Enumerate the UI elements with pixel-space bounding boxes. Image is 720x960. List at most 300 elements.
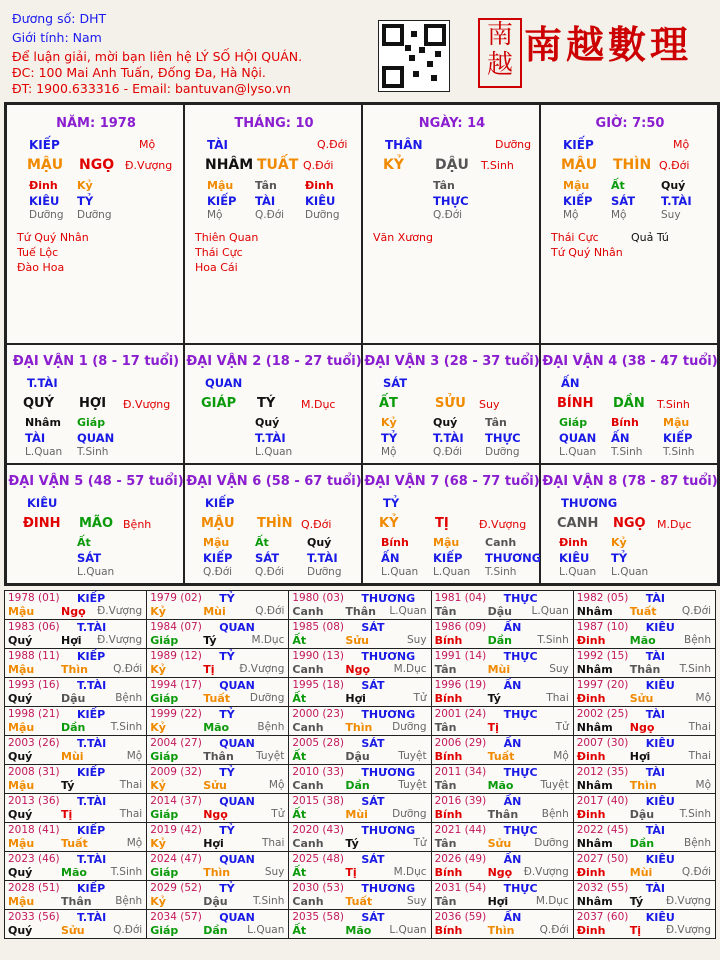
annual-luck-row (5, 591, 716, 620)
annual-luck-cell (5, 765, 147, 794)
decade-luck-hidden-stem: Kỷ (611, 536, 627, 549)
year-stem-god: SÁT (361, 911, 385, 924)
year-stage: M.Dục (251, 634, 285, 646)
year-stage: Bệnh (115, 895, 143, 907)
decade-luck-hidden-stem: L.Quan (559, 446, 597, 458)
decade-luck-title: ĐẠI VẬN 8 (78 - 87 tuổi) (542, 474, 718, 489)
year-label: 2006 (29) (434, 737, 487, 749)
year-stem-god: QUAN (219, 795, 255, 808)
year-stem: Quý (8, 634, 33, 647)
year-stage: Mộ (126, 750, 143, 762)
year-stage: Tuyệt (256, 750, 285, 762)
annual-luck-cell (5, 591, 147, 620)
decade-luck-hidden-stem: KIẾP (663, 431, 693, 445)
decade-luck-branch: TỊ (435, 516, 449, 531)
year-stem: Mậu (8, 721, 35, 734)
year-label: 2013 (36) (8, 795, 60, 807)
contact-address: ĐC: 100 Mai Anh Tuấn, Đống Đa, Hà Nội. (12, 65, 266, 80)
decade-luck-hidden-stem: SÁT (77, 551, 102, 565)
year-branch: Mùi (61, 750, 84, 763)
pillar-star: Tuế Lộc (17, 246, 59, 259)
year-branch: Hợi (203, 837, 224, 850)
year-label: 2017 (40) (576, 795, 629, 807)
year-stage: Bệnh (541, 808, 569, 820)
year-stem: Tân (434, 837, 457, 850)
year-stem-god: SÁT (361, 795, 385, 808)
year-label: 2007 (30) (576, 737, 629, 749)
year-stem: Đinh (576, 634, 606, 647)
pillar-hidden-stem: Suy (661, 209, 681, 221)
year-branch: Mùi (345, 808, 368, 821)
year-stage: Q.Đới (113, 663, 143, 675)
annual-luck-cell (5, 794, 147, 823)
annual-luck-cell (289, 707, 431, 736)
year-label: 2016 (39) (434, 795, 487, 807)
year-label: 1996 (19) (434, 679, 487, 691)
annual-luck-cell (147, 910, 289, 939)
pillar-stem-god: KIẾP (29, 138, 60, 152)
decade-luck-title: ĐẠI VẬN 1 (8 - 17 tuổi) (12, 354, 180, 369)
decade-luck-stem: QUÝ (23, 396, 55, 411)
year-stage: Tuyệt (398, 750, 427, 762)
annual-luck-cell (431, 794, 573, 823)
pillar-stage: Mộ (673, 138, 690, 151)
year-stem: Canh (292, 895, 324, 908)
decade-luck-hidden-stem: L.Quan (381, 566, 419, 578)
decade-luck-branch: HỢI (79, 396, 107, 411)
decade-luck-hidden-stem: T.Sinh (611, 446, 643, 458)
year-branch: Hợi (629, 750, 651, 763)
year-stage: Mộ (268, 779, 285, 791)
pillar-hidden-stem: Đinh (29, 179, 58, 192)
year-stem-god: ẤN (503, 621, 522, 634)
year-label: 2023 (46) (8, 853, 60, 865)
annual-luck-row (5, 678, 716, 707)
decade-luck-hidden-stem: Giáp (77, 416, 106, 429)
annual-luck-cell (573, 910, 715, 939)
year-branch: Hợi (61, 634, 82, 647)
year-branch: Tị (629, 924, 642, 937)
year-branch: Sửu (487, 837, 512, 850)
year-branch: Tị (203, 663, 215, 676)
pillar-hidden-stem: KIÊU (29, 194, 60, 208)
year-stage: Suy (407, 895, 427, 907)
year-label: 2019 (42) (150, 824, 202, 836)
pillar-cell (6, 104, 184, 344)
year-branch: Thìn (61, 663, 88, 676)
year-stage: M.Dục (393, 866, 427, 878)
year-branch: Thân (629, 663, 661, 676)
year-stem: Quý (8, 692, 33, 705)
year-branch: Dậu (345, 750, 370, 763)
year-branch: Sửu (61, 924, 85, 937)
year-stage: Dưỡng (249, 692, 285, 704)
year-branch: Mùi (629, 866, 653, 879)
year-stage: Q.Đới (681, 866, 711, 878)
pillar-stem-god: KIẾP (563, 138, 594, 152)
decade-luck-stage: Bệnh (123, 518, 152, 531)
year-stem-god: TỶ (219, 592, 235, 605)
pillar-hidden-stem: Tân (433, 179, 455, 192)
year-label: 1984 (07) (150, 621, 202, 633)
year-branch: Ngọ (203, 808, 228, 821)
year-branch: Dậu (629, 808, 655, 821)
year-stage: T.Sinh (537, 634, 569, 646)
year-stem: Kỷ (150, 721, 166, 734)
year-stem: Ất (292, 924, 307, 937)
pillar-cell (362, 104, 540, 344)
year-stem: Nhâm (576, 895, 613, 908)
pillar-hidden-stem: Mộ (563, 209, 579, 221)
year-label: 2036 (59) (434, 911, 487, 923)
annual-luck-cell (289, 678, 431, 707)
pillar-cell (184, 104, 362, 344)
pillar-heavenly-stem: MẬU (27, 157, 64, 173)
year-stem: Tân (434, 605, 457, 618)
year-stem-god: KIÊU (645, 911, 675, 924)
year-stem: Mậu (8, 895, 35, 908)
year-branch: Dần (61, 721, 86, 734)
decade-luck-stage: M.Dục (301, 398, 336, 411)
decade-luck-hidden-stem: Mậu (663, 416, 690, 429)
year-stage: M.Dục (535, 895, 569, 907)
annual-luck-cell (573, 736, 715, 765)
year-stem-god: T.TÀI (77, 621, 107, 634)
year-stem-god: T.TÀI (77, 911, 107, 924)
year-stem-god: QUAN (219, 679, 255, 692)
annual-luck-row (5, 620, 716, 649)
decade-luck-stage: Đ.Vượng (123, 398, 171, 411)
year-label: 1992 (15) (576, 650, 629, 662)
annual-luck-cell (431, 823, 573, 852)
decade-luck-branch: MÃO (79, 516, 114, 531)
decade-luck-cell (184, 464, 362, 584)
year-label: 2018 (41) (8, 824, 60, 836)
decade-luck-hidden-stem: TÀI (25, 431, 46, 445)
logo-text: 南越數理 (524, 22, 693, 67)
pillar-hidden-stem: Dưỡng (77, 209, 112, 221)
decade-luck-cell (362, 344, 540, 464)
year-label: 2032 (55) (576, 882, 629, 894)
year-stem: Giáp (150, 750, 179, 763)
decade-luck-hidden-stem: Mậu (203, 536, 230, 549)
year-label: 1994 (17) (150, 679, 202, 691)
year-stem: Bính (434, 808, 463, 821)
year-stem: Canh (292, 721, 324, 734)
year-stem: Quý (8, 924, 33, 937)
decade-luck-hidden-stem: Q.Đới (255, 566, 285, 578)
year-branch: Dậu (487, 605, 512, 618)
decade-luck-hidden-stem: T.Sinh (485, 566, 517, 578)
annual-luck-cell (431, 649, 573, 678)
pillar-hidden-stem: Mộ (611, 209, 627, 221)
gender-value: Nam (72, 30, 102, 45)
year-label: 2030 (53) (292, 882, 344, 894)
year-stage: Tử (413, 837, 427, 849)
decade-luck-hidden-stem: Mộ (381, 446, 397, 458)
year-stem-god: SÁT (361, 737, 385, 750)
decade-luck-hidden-stem: Quý (307, 536, 332, 549)
decade-luck-cell (362, 464, 540, 584)
annual-luck-cell (5, 881, 147, 910)
year-branch: Mão (61, 866, 87, 879)
year-stem: Mậu (8, 779, 35, 792)
year-branch: Mão (629, 634, 656, 647)
decade-luck-stage: Q.Đới (301, 518, 332, 531)
gender-line (12, 29, 102, 46)
year-stage: Đ.Vượng (97, 605, 143, 617)
decade-luck-hidden-stem: ẤN (611, 431, 630, 445)
annual-luck-cell (5, 678, 147, 707)
year-stem-god: TÀI (645, 766, 666, 779)
year-stage: T.Sinh (110, 721, 143, 733)
decade-luck-hidden-stem: Tân (485, 416, 507, 429)
year-stage: Mộ (126, 837, 143, 849)
decade-luck-stem: CANH (557, 516, 599, 531)
pillar-star: Văn Xương (373, 231, 433, 244)
year-stem-god: THƯƠNG (361, 766, 416, 779)
year-stage: Bệnh (257, 721, 285, 733)
year-stage: Q.Đới (255, 605, 285, 617)
pillar-star: Quả Tú (631, 231, 669, 244)
decade-luck-title: ĐẠI VẬN 4 (38 - 47 tuổi) (542, 354, 718, 369)
annual-luck-cell (147, 852, 289, 881)
year-stem: Nhâm (576, 779, 613, 792)
year-stem-god: KIẾP (77, 592, 106, 605)
year-label: 2029 (52) (150, 882, 202, 894)
decade-luck-hidden-stem: Kỷ (381, 416, 397, 429)
year-stage: L.Quan (389, 924, 427, 936)
pillar-hidden-stem: KIẾP (563, 194, 593, 208)
pillar-title: THÁNG: 10 (234, 116, 314, 131)
decade-luck-hidden-stem: Bính (611, 416, 639, 429)
year-label: 2024 (47) (150, 853, 202, 865)
decade-luck-branch: TÝ (257, 396, 276, 411)
annual-luck-cell (147, 649, 289, 678)
decade-luck-hidden-stem: T.Sinh (77, 446, 109, 458)
year-stem-god: KIẾP (77, 882, 106, 895)
year-stem: Giáp (150, 692, 179, 705)
year-stem-god: THƯƠNG (361, 650, 416, 663)
year-stage: Thai (119, 779, 143, 791)
year-label: 1990 (13) (292, 650, 344, 662)
annual-luck-row (5, 736, 716, 765)
decade-luck-hidden-stem: TỶ (381, 431, 398, 445)
annual-luck-cell (573, 620, 715, 649)
annual-luck-cell (573, 823, 715, 852)
year-branch: Thân (345, 605, 376, 618)
year-stage: M.Dục (393, 663, 427, 675)
year-branch: Tị (345, 866, 357, 879)
year-stage: Suy (264, 866, 285, 878)
year-stage: Tử (413, 692, 427, 704)
year-stem: Quý (8, 808, 33, 821)
year-stage: T.Sinh (679, 808, 711, 820)
year-branch: Tý (629, 895, 644, 908)
year-label: 1989 (12) (150, 650, 202, 662)
qr-code-icon[interactable] (378, 20, 450, 92)
annual-luck-cell (431, 591, 573, 620)
year-stage: Tuyệt (398, 779, 427, 791)
decade-luck-hidden-stem: Dưỡng (307, 566, 342, 578)
year-stem-god: TỶ (219, 650, 235, 663)
year-branch: Sửu (345, 634, 369, 647)
decade-luck-hidden-stem: L.Quan (255, 446, 293, 458)
year-stem: Bính (434, 692, 463, 705)
year-branch: Tuất (487, 750, 515, 763)
annual-luck-cell (573, 649, 715, 678)
year-stage: Dưỡng (392, 721, 427, 733)
annual-luck-cell (289, 823, 431, 852)
decade-luck-hidden-stem: Giáp (559, 416, 588, 429)
year-stage: L.Quan (389, 605, 427, 617)
decade-luck-cell (540, 464, 718, 584)
year-stage: Đ.Vượng (97, 634, 143, 646)
year-stem: Kỷ (150, 779, 166, 792)
annual-luck-cell (147, 881, 289, 910)
decade-luck-stem-god: ẤN (561, 376, 580, 390)
year-label: 1978 (01) (8, 592, 60, 604)
decade-luck-stem-god: SÁT (383, 376, 408, 390)
decade-luck-stem: ẤT (379, 396, 398, 411)
annual-luck-cell (573, 707, 715, 736)
year-branch: Thìn (345, 721, 373, 734)
year-stem-god: KIÊU (645, 795, 675, 808)
annual-luck-row (5, 649, 716, 678)
year-branch: Tuất (203, 692, 230, 705)
year-label: 2037 (60) (576, 911, 629, 923)
year-stage: Tử (271, 808, 285, 820)
pillar-stage: Dưỡng (495, 138, 532, 151)
year-stem-god: TỶ (219, 766, 235, 779)
year-stem-god: T.TÀI (77, 679, 107, 692)
pillar-hidden-stem: Đinh (305, 179, 334, 192)
year-stem-god: KIẾP (77, 766, 106, 779)
year-stage: Đ.Vượng (239, 663, 285, 675)
annual-luck-cell (289, 910, 431, 939)
pillar-hidden-stem: TÀI (255, 194, 276, 208)
pillar-branch-stage: Đ.Vượng (125, 159, 173, 172)
year-stem: Giáp (150, 808, 179, 821)
decade-luck-stem: BÍNH (557, 396, 594, 411)
annual-luck-cell (573, 591, 715, 620)
year-label: 2033 (56) (8, 911, 60, 923)
year-stem-god: TỶ (219, 882, 235, 895)
pillar-hidden-stem: Tân (255, 179, 277, 192)
annual-luck-cell (289, 852, 431, 881)
decade-luck-hidden-stem: L.Quan (559, 566, 597, 578)
decade-luck-hidden-stem: Quý (255, 416, 280, 429)
year-stem-god: QUAN (219, 621, 255, 634)
pillar-branch-stage: T.Sinh (481, 159, 514, 172)
year-stage: Bệnh (684, 837, 711, 849)
year-branch: Tị (61, 808, 73, 821)
pillar-heavenly-stem: NHÂM (205, 157, 254, 173)
year-stage: Q.Đới (539, 924, 569, 936)
year-branch: Tị (487, 721, 499, 734)
year-stem: Quý (8, 866, 33, 879)
year-stem: Ất (292, 692, 307, 705)
pillar-stage: Mộ (139, 138, 156, 151)
pillar-hidden-stem: T.TÀI (661, 194, 692, 208)
year-stem-god: KIẾP (77, 824, 106, 837)
decade-luck-hidden-stem: SÁT (255, 551, 280, 565)
pillar-hidden-stem: Ất (611, 179, 625, 192)
year-stage: Mộ (553, 750, 569, 762)
annual-luck-cell (431, 881, 573, 910)
year-stem: Đinh (576, 924, 606, 937)
year-branch: Thân (487, 808, 519, 821)
year-stem-god: KIÊU (645, 737, 675, 750)
year-stage: Dưỡng (392, 808, 427, 820)
year-label: 2021 (44) (434, 824, 487, 836)
year-branch: Thìn (629, 779, 657, 792)
year-branch: Mùi (487, 663, 511, 676)
year-stem-god: THỰC (503, 592, 538, 605)
year-stage: Tuyệt (540, 779, 569, 791)
decade-luck-cell (540, 344, 718, 464)
year-label: 2004 (27) (150, 737, 202, 749)
pillar-hidden-stem: SÁT (611, 194, 636, 208)
year-branch: Mùi (203, 605, 226, 618)
annual-luck-cell (5, 649, 147, 678)
year-stem-god: THỰC (503, 708, 538, 721)
year-stage: T.Sinh (679, 663, 711, 675)
year-stage: T.Sinh (252, 895, 285, 907)
year-stem-god: QUAN (219, 911, 255, 924)
year-stem-god: THƯƠNG (361, 592, 416, 605)
year-label: 2026 (49) (434, 853, 487, 865)
year-stem-god: T.TÀI (77, 795, 107, 808)
year-branch: Tuất (345, 895, 373, 908)
decade-luck-stage: Đ.Vượng (479, 518, 527, 531)
annual-luck-cell (289, 649, 431, 678)
year-label: 2008 (31) (8, 766, 60, 778)
decade-luck-stem-god: THƯƠNG (561, 496, 618, 510)
year-stem: Ất (292, 634, 307, 647)
year-label: 1979 (02) (150, 592, 202, 604)
pillar-branch-stage: Q.Đới (303, 159, 334, 172)
year-branch: Tý (345, 837, 359, 850)
contact-phone-email[interactable]: ĐT: 1900.633316 - Email: bantuvan@lyso.vn (12, 81, 291, 96)
annual-luck-cell (147, 678, 289, 707)
decade-luck-hidden-stem: THỰC (485, 431, 521, 445)
year-stem-god: TỶ (219, 824, 235, 837)
pillar-stem-god: TÀI (207, 138, 229, 152)
year-stem-god: TÀI (645, 592, 666, 605)
year-branch: Dậu (61, 692, 86, 705)
year-branch: Dần (629, 837, 655, 850)
year-stem: Nhâm (576, 663, 613, 676)
year-label: 2010 (33) (292, 766, 344, 778)
contact-note: Để luận giải, mời bạn liên hệ LÝ SỐ HỘI QUÁN. (12, 49, 303, 64)
year-stem-god: THỰC (503, 650, 538, 663)
year-stem-god: ẤN (503, 737, 522, 750)
year-stem-god: THƯƠNG (361, 882, 416, 895)
decade-luck-cell (6, 464, 184, 584)
year-label: 1980 (03) (292, 592, 344, 604)
year-branch: Sửu (203, 779, 227, 792)
year-stem: Canh (292, 605, 324, 618)
year-stage: Thai (546, 692, 569, 704)
year-stem-god: THƯƠNG (361, 708, 416, 721)
year-stage: Q.Đới (113, 924, 143, 936)
year-stem-god: THƯƠNG (361, 824, 416, 837)
decade-luck-stage: T.Sinh (657, 398, 690, 411)
year-stem: Tân (434, 895, 457, 908)
decade-luck-hidden-stem: T.TÀI (307, 551, 338, 565)
decade-luck-hidden-stem: Q.Đới (203, 566, 233, 578)
